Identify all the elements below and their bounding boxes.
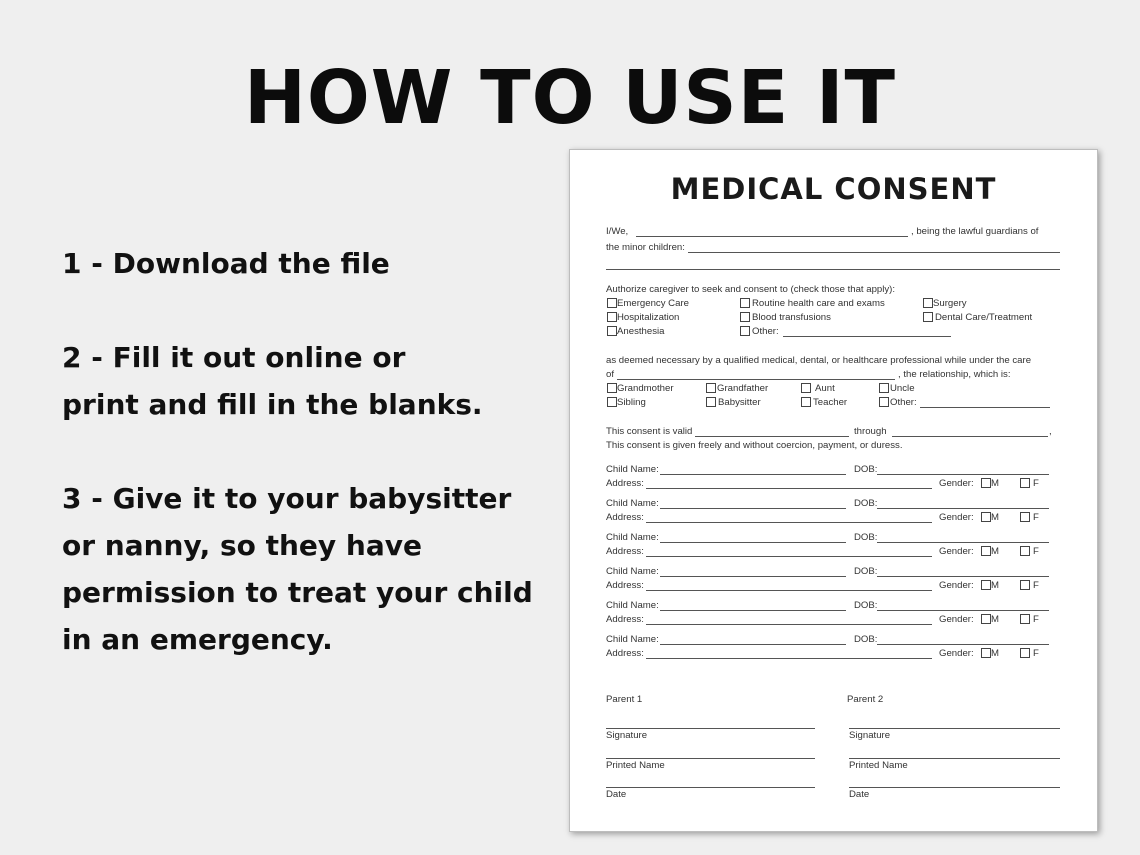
gender-label: Gender: bbox=[939, 614, 974, 625]
gender-m-checkbox[interactable] bbox=[981, 512, 991, 522]
child-name-line bbox=[660, 576, 846, 577]
parent-1-date-line bbox=[606, 787, 815, 788]
care-option: Surgery bbox=[933, 298, 967, 309]
address-label: Address: bbox=[606, 478, 644, 489]
relationship-option: Grandmother bbox=[617, 383, 674, 394]
intro-label: I/We, bbox=[606, 226, 629, 237]
relationship-option: Uncle bbox=[890, 383, 915, 394]
parent-2-label: Parent 2 bbox=[847, 694, 884, 705]
checkbox[interactable] bbox=[706, 397, 716, 407]
of-label: of bbox=[606, 369, 615, 380]
child-name-label: Child Name: bbox=[606, 566, 659, 577]
address-label: Address: bbox=[606, 614, 644, 625]
care-option: Emergency Care bbox=[617, 298, 689, 309]
parent-1-printed-name-line bbox=[606, 758, 815, 759]
checkbox[interactable] bbox=[879, 397, 889, 407]
gender-label: Gender: bbox=[939, 580, 974, 591]
date-label: Date bbox=[606, 789, 627, 800]
gender-label: Gender: bbox=[939, 648, 974, 659]
dob-label: DOB: bbox=[854, 498, 878, 509]
steps-list bbox=[62, 240, 552, 663]
dob-label: DOB: bbox=[854, 566, 878, 577]
gender-f-checkbox[interactable] bbox=[1020, 648, 1030, 658]
dob-label: DOB: bbox=[854, 532, 878, 543]
address-label: Address: bbox=[606, 580, 644, 591]
gender-m-checkbox[interactable] bbox=[981, 648, 991, 658]
valid-to-line bbox=[892, 436, 1048, 437]
form-title: MEDICAL CONSENT bbox=[670, 172, 997, 206]
intro-text: , being the lawful guardians of bbox=[911, 226, 1039, 237]
dob-line bbox=[877, 508, 1049, 509]
parent-2-date-line bbox=[849, 787, 1060, 788]
address-line bbox=[646, 624, 932, 625]
gender-f-checkbox[interactable] bbox=[1020, 512, 1030, 522]
child-name-line bbox=[660, 644, 846, 645]
step-line: 2 - Fill it out online or bbox=[62, 341, 406, 374]
relationship-option: Sibling bbox=[617, 397, 646, 408]
relationship-option: Teacher bbox=[813, 397, 848, 408]
checkbox[interactable] bbox=[801, 383, 811, 393]
signature-label: Signature bbox=[606, 730, 648, 741]
printed-name-label: Printed Name bbox=[606, 760, 665, 771]
other-care-line bbox=[783, 336, 951, 337]
printed-name-label: Printed Name bbox=[849, 760, 908, 771]
step-line: permission to treat your child bbox=[62, 576, 533, 609]
gender-f-checkbox[interactable] bbox=[1020, 580, 1030, 590]
guardian-name-line bbox=[636, 236, 908, 237]
gender-m-checkbox[interactable] bbox=[981, 580, 991, 590]
gender-m-label: M bbox=[991, 512, 999, 523]
gender-m-label: M bbox=[991, 614, 999, 625]
dob-line bbox=[877, 474, 1049, 475]
child-name-line bbox=[660, 508, 846, 509]
relationship-option: Babysitter bbox=[718, 397, 761, 408]
page-headline: HOW TO USE IT bbox=[243, 55, 897, 141]
gender-m-checkbox[interactable] bbox=[981, 478, 991, 488]
signature-label: Signature bbox=[849, 730, 891, 741]
gender-m-label: M bbox=[991, 648, 999, 659]
gender-f-label: F bbox=[1033, 648, 1039, 659]
step-line: or nanny, so they have bbox=[62, 529, 422, 562]
step-line: in an emergency. bbox=[62, 623, 333, 656]
gender-f-label: F bbox=[1033, 512, 1039, 523]
address-label: Address: bbox=[606, 648, 644, 659]
checkbox[interactable] bbox=[801, 397, 811, 407]
parent-2-signature-line bbox=[849, 728, 1060, 729]
minor-children-label: the minor children: bbox=[606, 242, 685, 253]
checkbox[interactable] bbox=[607, 383, 617, 393]
care-option: Routine health care and exams bbox=[752, 298, 885, 309]
parent-2-printed-name-line bbox=[849, 758, 1060, 759]
checkbox[interactable] bbox=[923, 312, 933, 322]
checkbox[interactable] bbox=[879, 383, 889, 393]
date-label: Date bbox=[849, 789, 870, 800]
gender-f-label: F bbox=[1033, 478, 1039, 489]
dob-label: DOB: bbox=[854, 600, 878, 611]
gender-m-label: M bbox=[991, 580, 999, 591]
checkbox[interactable] bbox=[740, 298, 750, 308]
step-line: 3 - Give it to your babysitter bbox=[62, 482, 512, 515]
freely-text: This consent is given freely and without coercion, payment, or duress. bbox=[606, 440, 903, 451]
address-line bbox=[646, 590, 932, 591]
checkbox[interactable] bbox=[607, 326, 617, 336]
gender-m-label: M bbox=[991, 546, 999, 557]
checkbox[interactable] bbox=[607, 312, 617, 322]
gender-m-label: M bbox=[991, 478, 999, 489]
checkbox[interactable] bbox=[740, 326, 750, 336]
checkbox[interactable] bbox=[607, 397, 617, 407]
address-line bbox=[646, 488, 932, 489]
gender-m-checkbox[interactable] bbox=[981, 614, 991, 624]
dob-line bbox=[877, 644, 1049, 645]
child-name-label: Child Name: bbox=[606, 600, 659, 611]
gender-f-checkbox[interactable] bbox=[1020, 614, 1030, 624]
child-name-line bbox=[660, 542, 846, 543]
child-name-label: Child Name: bbox=[606, 532, 659, 543]
checkbox[interactable] bbox=[607, 298, 617, 308]
dob-line bbox=[877, 610, 1049, 611]
children-line bbox=[606, 269, 1060, 270]
other-relationship-line bbox=[920, 407, 1050, 408]
address-line bbox=[646, 658, 932, 659]
authorize-text: Authorize caregiver to seek and consent to (check those that apply): bbox=[606, 284, 896, 295]
gender-f-label: F bbox=[1033, 614, 1039, 625]
care-option: Dental Care/Treatment bbox=[935, 312, 1033, 323]
child-name-label: Child Name: bbox=[606, 634, 659, 645]
children-line bbox=[688, 252, 1060, 253]
relationship-text: , the relationship, which is: bbox=[898, 369, 1011, 380]
care-option: Hospitalization bbox=[617, 312, 680, 323]
comma: , bbox=[1049, 426, 1052, 437]
relationship-option: Grandfather bbox=[717, 383, 769, 394]
gender-label: Gender: bbox=[939, 546, 974, 557]
dob-label: DOB: bbox=[854, 464, 878, 475]
valid-label: This consent is valid bbox=[606, 426, 693, 437]
checkbox[interactable] bbox=[923, 298, 933, 308]
gender-f-label: F bbox=[1033, 546, 1039, 557]
valid-from-line bbox=[695, 436, 849, 437]
form-preview bbox=[569, 149, 1098, 832]
gender-f-checkbox[interactable] bbox=[1020, 478, 1030, 488]
address-line bbox=[646, 522, 932, 523]
gender-label: Gender: bbox=[939, 512, 974, 523]
step-3 bbox=[62, 475, 552, 663]
step-1 bbox=[62, 240, 552, 287]
child-name-line bbox=[660, 474, 846, 475]
address-label: Address: bbox=[606, 546, 644, 557]
checkbox[interactable] bbox=[740, 312, 750, 322]
child-name-label: Child Name: bbox=[606, 498, 659, 509]
step-line: print and fill in the blanks. bbox=[62, 388, 483, 421]
checkbox[interactable] bbox=[706, 383, 716, 393]
relationship-option: Aunt bbox=[815, 383, 835, 394]
gender-f-checkbox[interactable] bbox=[1020, 546, 1030, 556]
gender-m-checkbox[interactable] bbox=[981, 546, 991, 556]
gender-label: Gender: bbox=[939, 478, 974, 489]
child-name-line bbox=[660, 610, 846, 611]
deemed-text: as deemed necessary by a qualified medical, dental, or healthcare professional while under the care bbox=[606, 355, 1032, 366]
parent-1-signature-line bbox=[606, 728, 815, 729]
dob-label: DOB: bbox=[854, 634, 878, 645]
dob-line bbox=[877, 576, 1049, 577]
care-option: Anesthesia bbox=[617, 326, 665, 337]
step-line: 1 - Download the file bbox=[62, 247, 390, 280]
relationship-option: Other: bbox=[890, 397, 917, 408]
care-option: Blood transfusions bbox=[752, 312, 831, 323]
step-2 bbox=[62, 334, 552, 428]
address-label: Address: bbox=[606, 512, 644, 523]
through-label: through bbox=[854, 426, 887, 437]
parent-1-label: Parent 1 bbox=[606, 694, 643, 705]
address-line bbox=[646, 556, 932, 557]
dob-line bbox=[877, 542, 1049, 543]
care-option: Other: bbox=[752, 326, 779, 337]
gender-f-label: F bbox=[1033, 580, 1039, 591]
child-name-label: Child Name: bbox=[606, 464, 659, 475]
caregiver-name-line bbox=[617, 379, 895, 380]
